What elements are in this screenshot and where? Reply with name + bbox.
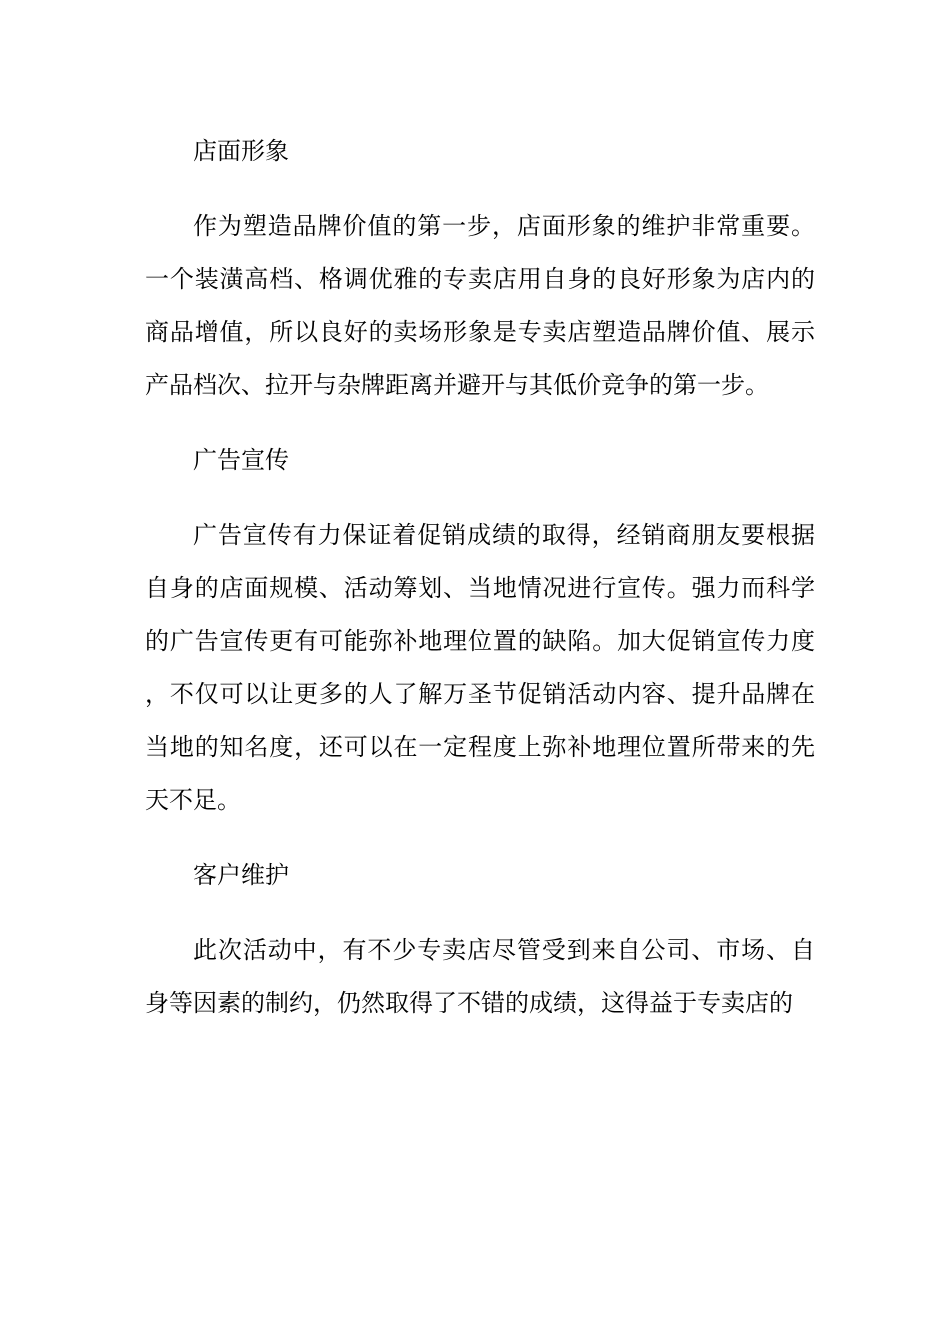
section-heading: 广告宣传 — [193, 446, 289, 474]
body-paragraph: 作为塑造品牌价值的第一步，店面形象的维护非常重要。一个装潢高档、格调优雅的专卖店用自身的良好形象为店内的商品增值，所以良好的卖场形象是专卖店塑造品牌价值、展示产品档次、拉开与杂牌距离并避开与其低价竞争的第一步。 — [145, 212, 815, 399]
section-heading: 客户维护 — [193, 861, 289, 889]
section-heading: 店面形象 — [193, 137, 289, 165]
body-paragraph: 此次活动中，有不少专卖店尽管受到来自公司、市场、自身等因素的制约，仍然取得了不错的成绩，这得益于专卖店的 — [145, 936, 815, 1017]
body-paragraph: 广告宣传有力保证着促销成绩的取得，经销商朋友要根据自身的店面规模、活动筹划、当地情况进行宣传。强力而科学的广告宣传更有可能弥补地理位置的缺陷。加大促销宣传力度，不仅可以让更多的人了解万圣节促销活动内容、提升品牌在当地的知名度，还可以在一定程度上弥补地理位置所带来的先天不足。 — [145, 521, 815, 814]
document-body — [145, 125, 815, 1030]
